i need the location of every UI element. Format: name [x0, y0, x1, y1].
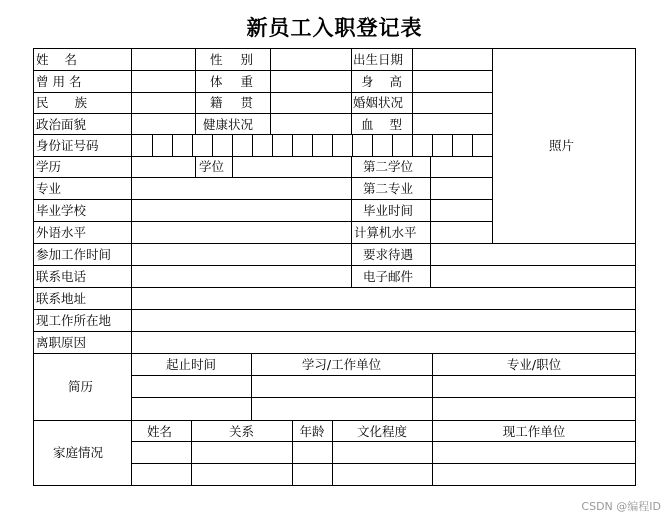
label-native-place: 籍 贯: [210, 95, 253, 110]
label-education: 学历: [36, 159, 62, 174]
label-blood-type: 血 型: [361, 117, 402, 132]
label-computer-level: 计算机水平: [354, 225, 417, 240]
resume-header-major-position: 专业/职位: [506, 357, 562, 372]
label-photo: 照片: [549, 138, 575, 153]
label-political-status: 政治面貌: [36, 117, 87, 132]
label-ethnicity: 民 族: [36, 95, 87, 110]
label-height: 身 高: [361, 74, 402, 89]
family-header-name: 姓名: [147, 424, 173, 439]
label-resume: 简历: [68, 379, 94, 394]
label-degree: 学位: [199, 159, 225, 174]
family-header-current-employer: 现工作单位: [502, 424, 566, 439]
label-phone: 联系电话: [36, 269, 87, 284]
family-header-age: 年龄: [299, 424, 325, 439]
label-marital-status: 婚姻状况: [353, 95, 404, 110]
label-name: 姓 名: [36, 52, 77, 67]
label-leaving-reason: 离职原因: [36, 335, 87, 350]
label-foreign-language: 外语水平: [36, 225, 87, 240]
family-header-education: 文化程度: [356, 424, 407, 439]
label-expected-salary: 要求待遇: [363, 247, 414, 262]
resume-header-period: 起止时间: [165, 357, 216, 372]
label-graduation-time: 毕业时间: [363, 203, 414, 218]
resume-header-organization: 学习/工作单位: [301, 357, 382, 372]
label-gender: 性 别: [210, 52, 253, 67]
label-address: 联系地址: [36, 291, 87, 306]
label-email: 电子邮件: [363, 269, 414, 284]
label-health-status: 健康状况: [203, 117, 254, 132]
label-birth-date: 出生日期: [353, 52, 404, 67]
family-header-relation: 关系: [228, 424, 254, 439]
label-id-number: 身份证号码: [36, 138, 99, 153]
label-school: 毕业学校: [36, 203, 87, 218]
label-major: 专业: [36, 181, 62, 196]
form-title: 新员工入职登记表: [246, 15, 423, 40]
label-current-work-location: 现工作所在地: [36, 313, 112, 328]
label-weight: 体 重: [210, 74, 253, 89]
label-former-name: 曾 用 名: [36, 74, 82, 89]
label-family: 家庭情况: [53, 445, 104, 460]
watermark: CSDN @编程ID: [581, 500, 661, 513]
label-work-start-time: 参加工作时间: [36, 247, 112, 262]
label-second-degree: 第二学位: [363, 159, 414, 174]
label-second-major: 第二专业: [363, 181, 414, 196]
